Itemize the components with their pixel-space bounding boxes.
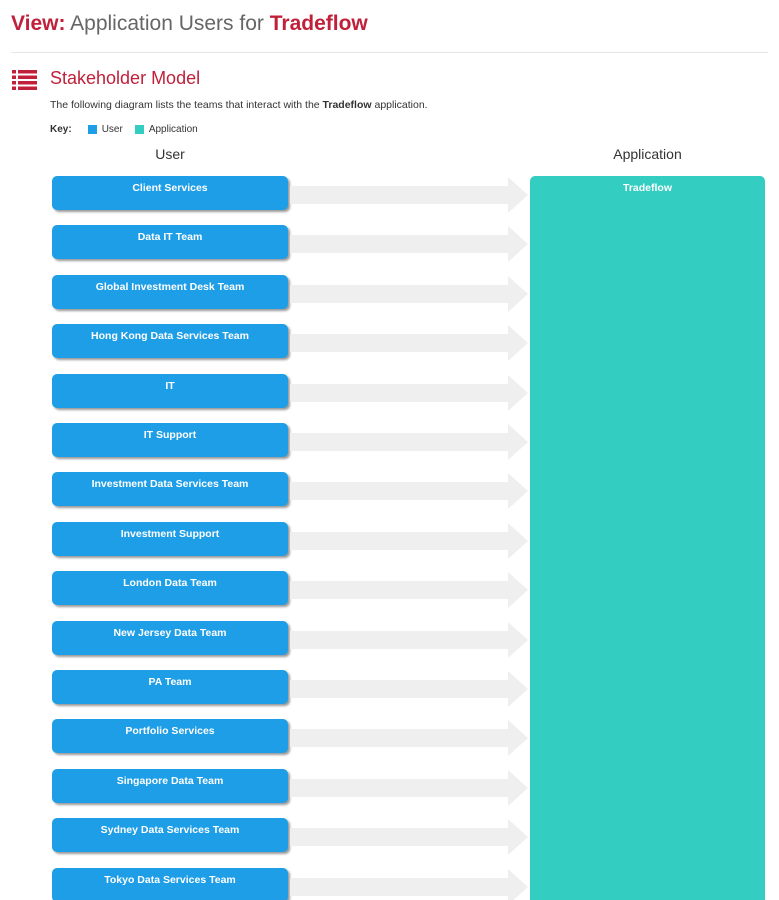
desc-after: application. — [371, 99, 428, 111]
user-box-label: Global Investment Desk Team — [95, 281, 245, 293]
connector-arrow-shape — [290, 869, 528, 900]
user-box[interactable] — [52, 324, 288, 358]
desc-app-name: Tradeflow — [322, 99, 372, 111]
application-box[interactable] — [530, 176, 765, 900]
connector-arrow — [290, 276, 528, 312]
connector-arrow-shape — [290, 226, 528, 262]
connector-arrow — [290, 375, 528, 411]
user-box[interactable] — [52, 818, 288, 852]
connector-arrow — [290, 473, 528, 509]
user-box-label: Singapore Data Team — [116, 775, 224, 787]
user-box[interactable] — [52, 719, 288, 753]
user-box[interactable] — [52, 522, 288, 556]
page-title-prefix: View: — [11, 12, 66, 35]
legend-text-user: User — [101, 124, 123, 135]
list-icon — [12, 70, 37, 90]
legend-item-user — [88, 124, 123, 135]
user-box[interactable] — [52, 472, 288, 506]
connector-arrow-shape — [290, 473, 528, 509]
user-box[interactable] — [52, 670, 288, 704]
user-box-label: Tokyo Data Services Team — [104, 874, 236, 886]
connector-arrow — [290, 819, 528, 855]
connector-arrow-shape — [290, 276, 528, 312]
application-name: Tradeflow — [622, 182, 672, 194]
connector-arrow-shape — [290, 375, 528, 411]
user-box-label: Investment Data Services Team — [91, 478, 249, 490]
user-box[interactable] — [52, 423, 288, 457]
user-box-label: Data IT Team — [137, 231, 203, 243]
user-box[interactable] — [52, 769, 288, 803]
connector-arrow-shape — [290, 720, 528, 756]
user-box-label: Client Services — [132, 182, 208, 194]
user-box-label: IT Support — [143, 429, 197, 441]
user-box-label: London Data Team — [123, 577, 217, 589]
connector-arrow-shape — [290, 177, 528, 213]
page-title — [11, 12, 368, 36]
legend — [50, 124, 210, 135]
connector-arrow — [290, 869, 528, 900]
user-box-label: Hong Kong Data Services Team — [91, 330, 249, 342]
legend-swatch-application — [135, 125, 144, 134]
user-box-label: Sydney Data Services Team — [100, 824, 240, 836]
legend-item-application — [135, 124, 198, 135]
user-box-label: Portfolio Services — [125, 725, 215, 737]
connector-arrow — [290, 226, 528, 262]
column-header-user: User — [155, 146, 185, 162]
connector-arrow — [290, 720, 528, 756]
connector-arrow-shape — [290, 325, 528, 361]
legend-text-application: Application — [148, 124, 198, 135]
legend-swatch-user — [88, 125, 97, 134]
connector-arrow-shape — [290, 622, 528, 658]
connector-arrow-shape — [290, 770, 528, 806]
connector-arrow — [290, 770, 528, 806]
legend-label: Key: — [50, 124, 72, 135]
connector-arrow — [290, 177, 528, 213]
desc-before: The following diagram lists the teams that interact with the — [50, 99, 323, 111]
connector-arrow — [290, 671, 528, 707]
connector-arrow — [290, 622, 528, 658]
connector-arrow-shape — [290, 424, 528, 460]
user-box-label: IT — [165, 380, 175, 392]
user-box-label: PA Team — [148, 676, 192, 688]
section-title: Stakeholder Model — [50, 68, 201, 88]
user-box[interactable] — [52, 176, 288, 210]
page-title-app-name: Tradeflow — [269, 12, 368, 35]
user-box[interactable] — [52, 868, 288, 900]
user-box-label: Investment Support — [120, 528, 220, 540]
connector-arrow — [290, 523, 528, 559]
connector-arrow-shape — [290, 572, 528, 608]
header-divider — [11, 52, 768, 53]
page-title-text: Application Users for — [65, 12, 270, 35]
connector-arrow — [290, 325, 528, 361]
connector-arrow-shape — [290, 819, 528, 855]
connector-arrow — [290, 424, 528, 460]
connector-arrow-shape — [290, 523, 528, 559]
user-box[interactable] — [52, 225, 288, 259]
user-box[interactable] — [52, 275, 288, 309]
user-box-label: New Jersey Data Team — [113, 627, 227, 639]
column-header-application: Application — [613, 146, 682, 162]
section-description — [50, 99, 428, 111]
user-box[interactable] — [52, 621, 288, 655]
connector-arrow-shape — [290, 671, 528, 707]
user-box[interactable] — [52, 571, 288, 605]
connector-arrow — [290, 572, 528, 608]
user-box[interactable] — [52, 374, 288, 408]
